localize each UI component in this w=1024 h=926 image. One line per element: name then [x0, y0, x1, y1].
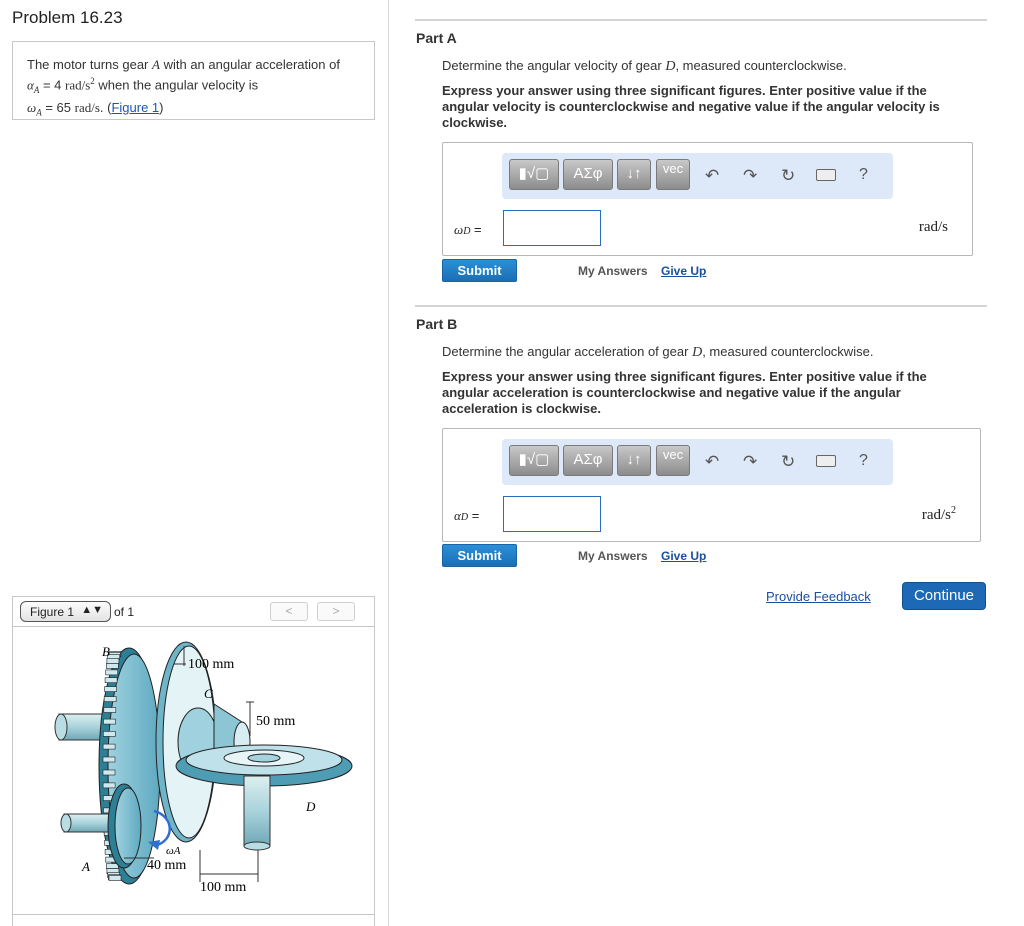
label-b: B	[102, 644, 110, 659]
select-arrows-icon: ▲▼	[81, 604, 103, 616]
equation-toolbar	[502, 153, 893, 199]
part-a-give-up-link[interactable]: Give Up	[661, 264, 707, 278]
templates-button[interactable]: ▮√▢	[509, 445, 559, 476]
problem-text: with an angular acceleration of	[163, 57, 340, 72]
shaft-end	[55, 714, 67, 740]
reset-icon[interactable]: ↻	[781, 452, 796, 471]
part-b-answer-box	[442, 428, 981, 542]
omega-subscript: A	[36, 107, 42, 118]
previous-figure-button[interactable]: <	[270, 602, 308, 621]
undo-icon[interactable]: ↶	[705, 452, 720, 471]
arrows-button[interactable]: ↓↑	[617, 159, 651, 190]
unit-text: rad/s	[921, 507, 951, 523]
keyboard-icon[interactable]	[816, 169, 836, 181]
figure-link[interactable]: Figure 1	[111, 99, 160, 115]
continue-button[interactable]: Continue	[902, 582, 986, 610]
alpha-unit-exponent: 2	[90, 76, 95, 86]
dimension-label: 100 mm	[200, 880, 247, 895]
gear-tooth	[105, 678, 117, 683]
part-a-answer-label	[454, 222, 482, 238]
omega-value: = 65	[45, 99, 71, 115]
part-a-description	[442, 58, 847, 75]
gear-tooth	[106, 670, 118, 675]
part-b-answer-input[interactable]	[503, 496, 601, 532]
part-a-instructions: Express your answer using three significant figures. Enter positive value if the angular velocity is counterclockwise and negative value if the angular velocity is clockwise.	[442, 83, 940, 130]
part-a-submit-button[interactable]: Submit	[442, 259, 517, 282]
gear-tooth	[103, 744, 115, 749]
part-b-description	[442, 344, 873, 361]
dimension-label: 50 mm	[256, 714, 296, 729]
problem-column	[0, 0, 389, 926]
part-b-my-answers-link[interactable]: My Answers	[578, 549, 648, 563]
part-b-submit-button[interactable]: Submit	[442, 544, 517, 567]
gear-tooth	[103, 731, 115, 736]
divider	[415, 305, 987, 307]
gear-a-variable: A	[152, 57, 160, 72]
templates-button[interactable]: ▮√▢	[509, 159, 559, 190]
figure-toolbar	[13, 597, 374, 627]
help-button[interactable]: ?	[859, 452, 868, 469]
alpha-value: = 4	[42, 77, 62, 93]
help-button[interactable]: ?	[859, 166, 868, 183]
arrows-button[interactable]: ↓↑	[617, 445, 651, 476]
gear-tooth	[104, 697, 116, 702]
problem-text: The motor turns gear	[27, 57, 149, 72]
gear-tooth	[107, 658, 119, 663]
omega-symbol: ω	[27, 99, 37, 115]
reset-icon[interactable]: ↻	[781, 166, 796, 185]
gear-variable: D	[665, 59, 676, 74]
alpha-subscript: A	[33, 84, 40, 95]
part-b-unit	[922, 505, 956, 524]
redo-icon[interactable]: ↷	[743, 166, 758, 185]
description-text: Determine the angular velocity of gear	[442, 58, 662, 73]
part-b-answer-label	[454, 508, 479, 524]
gear-tooth	[103, 770, 115, 775]
gear-tooth	[105, 687, 117, 692]
figure-count: of 1	[114, 605, 135, 619]
gear-c	[156, 642, 218, 842]
problem-title: Problem 16.23	[12, 8, 123, 27]
label-a: A	[82, 859, 90, 874]
description-text: Determine the angular acceleration of gear	[442, 344, 689, 359]
part-a-my-answers-link[interactable]: My Answers	[578, 264, 648, 278]
problem-text: )	[159, 99, 164, 115]
divider	[12, 914, 375, 915]
gear-tooth	[104, 708, 116, 713]
alpha-symbol: α	[27, 77, 34, 93]
gear-tooth	[104, 719, 116, 724]
alpha-symbol: α	[454, 508, 461, 523]
gear-system-figure	[14, 636, 364, 906]
shaft-end	[244, 842, 270, 850]
vertical-shaft	[244, 776, 270, 846]
figure-select[interactable]	[20, 601, 111, 622]
undo-icon[interactable]: ↶	[705, 166, 720, 185]
gear-tooth	[103, 783, 115, 788]
gear-variable: D	[692, 345, 703, 360]
gear-tooth	[106, 864, 118, 869]
figure-select-value: Figure 1	[30, 605, 75, 619]
next-figure-button[interactable]: >	[317, 602, 355, 621]
vector-button[interactable]: vec	[656, 159, 690, 190]
omega-symbol: ω	[454, 222, 464, 237]
alpha-subscript: D	[460, 512, 469, 523]
problem-statement	[12, 41, 375, 120]
greek-symbols-button[interactable]: ΑΣφ	[563, 445, 613, 476]
part-a-answer-input[interactable]	[503, 210, 601, 246]
gear-tooth	[109, 876, 121, 881]
redo-icon[interactable]: ↷	[743, 452, 758, 471]
gear-tooth	[103, 757, 115, 762]
problem-text: . (	[99, 99, 112, 115]
description-text: , measured counterclockwise.	[675, 58, 847, 73]
part-a-answer-box	[442, 142, 973, 256]
problem-text: when the angular velocity is	[98, 77, 259, 93]
description-text: , measured counterclockwise.	[702, 344, 874, 359]
dimension-label: 40 mm	[147, 858, 187, 873]
label-c: C	[204, 686, 213, 701]
equals-sign: =	[474, 222, 482, 237]
gear-a	[108, 784, 141, 868]
part-b-give-up-link[interactable]: Give Up	[661, 549, 707, 563]
part-a-unit: rad/s	[918, 219, 948, 235]
part-b-title: Part B	[416, 316, 458, 332]
divider	[415, 19, 987, 21]
unit-exponent: 2	[951, 505, 956, 516]
part-a-title: Part A	[416, 30, 457, 46]
part-b-instructions: Express your answer using three significant figures. Enter positive value if the angular acceleration is counterclockwise and negative value if the angular acceleration is clockwise.	[442, 369, 927, 416]
provide-feedback-link[interactable]: Provide Feedback	[766, 589, 871, 604]
label-omega-a: ωA	[166, 845, 181, 857]
label-d: D	[306, 799, 316, 814]
dimension-label: 100 mm	[188, 657, 235, 672]
omega-unit: rad/s	[74, 99, 100, 115]
equation-toolbar	[502, 439, 893, 485]
omega-subscript: D	[463, 226, 471, 237]
alpha-unit: rad/s	[65, 77, 91, 93]
gear-tooth	[106, 663, 118, 668]
greek-symbols-button[interactable]: ΑΣφ	[563, 159, 613, 190]
equals-sign: =	[471, 508, 480, 523]
vector-button[interactable]: vec	[656, 445, 690, 476]
shaft-end	[61, 814, 71, 832]
keyboard-icon[interactable]	[816, 455, 836, 467]
